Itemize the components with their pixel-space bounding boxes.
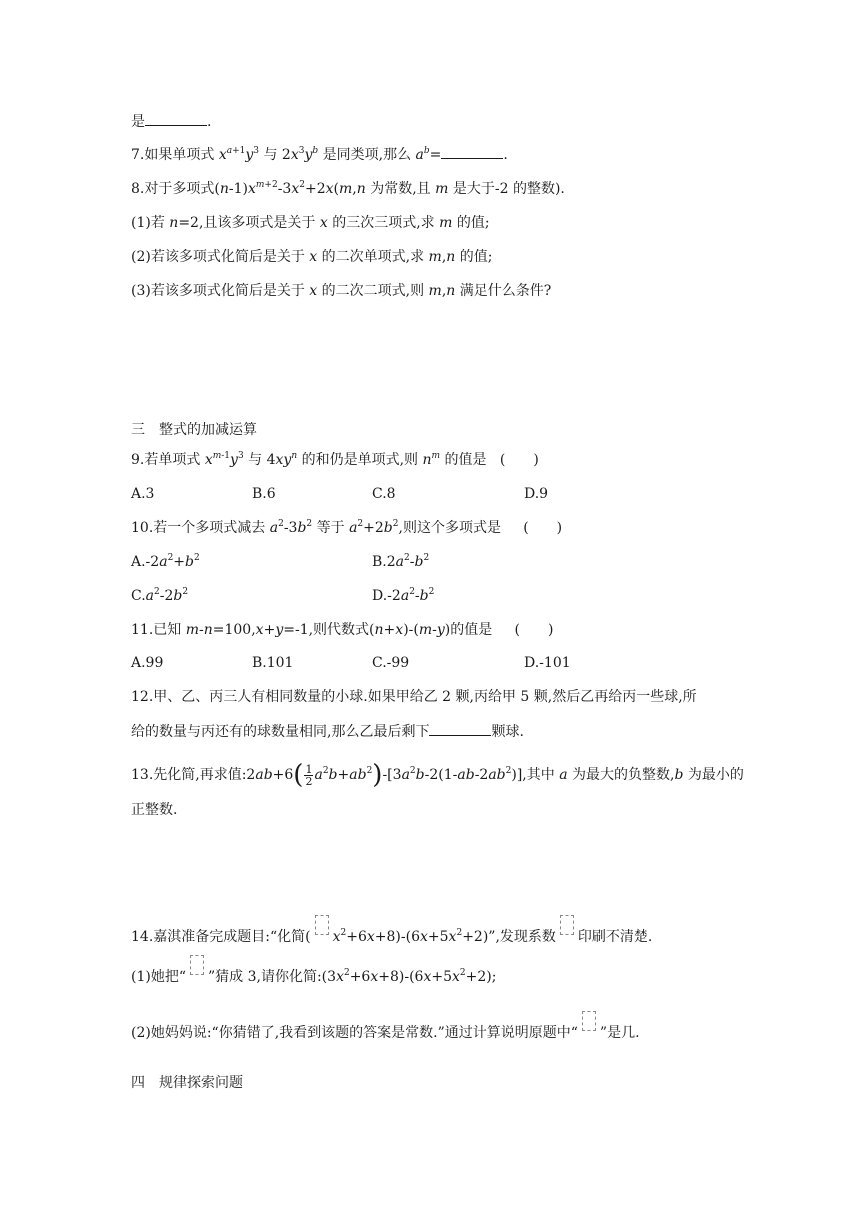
question-9: 9.若单项式 $x^{m-1}y^3$ 与 $4xy^n$ 的和仍是单项式,则 $n^m$ 的值是 ( ) bbox=[131, 451, 539, 468]
question-7: 7.如果单项式 $x^{a+1}y^3$ 与 $2x^3y^b$ 是同类项,那么 $a^b=$ . bbox=[131, 146, 508, 163]
unclear-coefficient-box bbox=[315, 915, 329, 935]
option-b: B.6 bbox=[252, 486, 276, 502]
question-14-part-2: (2)她妈妈说:“你猜错了,我看到该题的答案是常数.”通过计算说明原题中“ ”是几. bbox=[131, 1011, 640, 1042]
question-12-line-1: 12.甲、乙、丙三人有相同数量的小球.如果甲给乙 2 颗,丙给甲 5 颗,然后乙再给丙一些球,所 bbox=[131, 689, 697, 705]
option-b: B.101 bbox=[252, 655, 294, 671]
question-14: 14.嘉淇准备完成题目:“化简( $x^2+6x+8)-(6x+5x^2+2)$”,发现系数 印刷不清楚. bbox=[131, 915, 652, 946]
option-d: D.-101 bbox=[524, 655, 571, 671]
option-c: C.8 bbox=[372, 486, 396, 502]
option-c: $C.a^2-2b^2$ bbox=[131, 587, 189, 604]
question-13-line-1: 13.先化简,再求值:2ab+6( $\frac{1}{2}$ $a^2b+ab^2)-[3a^2b-2(1-ab-2ab^2)]$,其中 a 为最大的负整数,b 为最小的 bbox=[131, 760, 744, 790]
answer-blank bbox=[145, 112, 207, 126]
answer-blank bbox=[429, 722, 491, 736]
question-8-stem: 8.对于多项式$(n-1)x^{m+2}-3x^2+2x(m,n$ 为常数,且 m 是大于-2 的整数). bbox=[131, 180, 565, 197]
question-14-part-1: (1)她把“ ”猜成 3,请你化简$:(3x^2+6x+8)-(6x+5x^2+2)$; bbox=[131, 955, 496, 986]
unclear-coefficient-box bbox=[190, 955, 204, 975]
question-10: 10.若一个多项式减去 $a^2-3b^2$ 等于 $a^2+2b^2$,则这个多项式是 ( ) bbox=[131, 519, 563, 536]
question-8-part-2: (2)若该多项式化简后是关于 x 的二次单项式,求 m,n 的值; bbox=[131, 249, 493, 265]
question-8-part-3: (3)若该多项式化简后是关于 x 的二次二项式,则 m,n 满足什么条件? bbox=[131, 283, 552, 299]
question-8-part-1: (1)若 n=2,且该多项式是关于 x 的三次三项式,求 m 的值; bbox=[131, 215, 490, 231]
unclear-coefficient-box bbox=[560, 915, 574, 935]
unclear-coefficient-box bbox=[582, 1011, 596, 1031]
option-b: $B.2a^2-b^2$ bbox=[372, 553, 430, 570]
option-d: D.9 bbox=[524, 486, 549, 502]
section-title: 四 规律探索问题 bbox=[131, 1075, 243, 1091]
answer-blank bbox=[441, 145, 503, 159]
option-a: A.99 bbox=[131, 655, 164, 671]
question-13-line-2: 正整数. bbox=[131, 802, 178, 818]
question-11: 11.已知 m-n=100,x+y=-1,则代数式(n+x)-(m-y)的值是 ( ) bbox=[131, 622, 554, 638]
option-d: $D.-2a^2-b^2$ bbox=[372, 587, 435, 604]
option-c: C.-99 bbox=[372, 655, 410, 671]
section-title: 三 整式的加减运算 bbox=[131, 422, 257, 438]
option-a: $A.-2a^2+b^2$ bbox=[131, 553, 200, 570]
text-line: 是 . bbox=[131, 114, 212, 130]
question-12-line-2: 给的数量与丙还有的球数量相同,那么乙最后剩下 颗球. bbox=[131, 724, 524, 740]
option-a: A.3 bbox=[131, 486, 155, 502]
fraction: $\frac{1}{2}$ bbox=[305, 762, 313, 788]
